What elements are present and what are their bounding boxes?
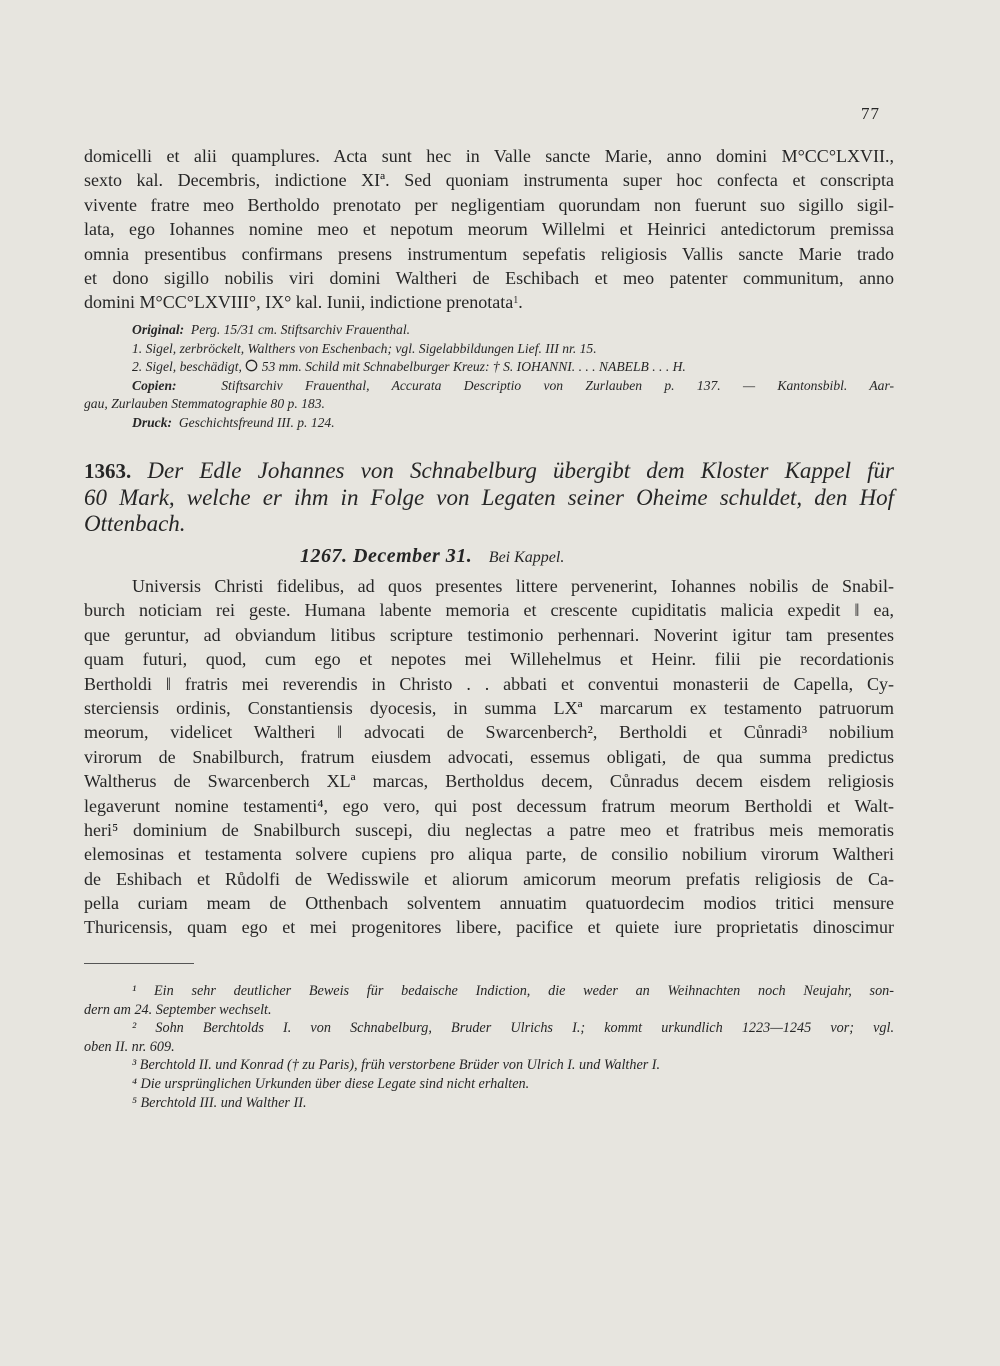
footnote-cont: dern am 24. September wechselt. — [84, 1001, 272, 1018]
seal-note-2: 2. Sigel, beschädigt, 53 mm. Schild mit Schnabelburger Kreuz: † S. IOHANNI. . . . NABELB . . . H. — [132, 359, 686, 375]
copien-note-cont: gau, Zurlauben Stemmatographie 80 p. 183. — [84, 396, 325, 412]
body-line: quam futuri, quod, cum ego et nepotes mei Willehelmus et Heinr. filii pie recordationis — [84, 649, 894, 670]
body-line: meorum, videlicet Waltheri ‖ advocati de Swarcenberch², Bertholdi et Cůnradi³ nobilium — [84, 722, 894, 743]
body-line: Thuricensis, quam ego et mei progenitores libere, pacifice et quiete iure proprietatis dinoscimur — [84, 917, 894, 938]
charter-continuation — [84, 144, 894, 315]
charter-body — [84, 574, 894, 940]
footnotes — [84, 982, 894, 1112]
body-line: virorum de Snabilburch, fratrum eiusdem advocati, essemus obligati, de qua summa predictus — [84, 746, 894, 767]
original-label: Original: — [132, 322, 185, 337]
footnote: ³ Berchtold II. und Konrad († zu Paris), früh verstorbene Brüder von Ulrich I. und Walther I. — [132, 1057, 661, 1074]
body-line: Bertholdi ‖ fratris mei reverendis in Christo . . abbati et conventui monasterii de Capella, Cy- — [84, 673, 894, 694]
footnote-cont: oben II. nr. 609. — [84, 1038, 175, 1055]
text-line: domicelli et alii quamplures. Acta sunt hec in Valle sancte Marie, anno domini M°CC°LXVII., — [84, 146, 894, 166]
charter-number: 1363. — [84, 459, 132, 483]
heading-line: 1363. Der Edle Johannes von Schnabelburg übergibt dem Kloster Kappel für — [84, 458, 894, 483]
original-note: Original: Perg. 15/31 cm. Stiftsarchiv Frauenthal. — [132, 322, 411, 337]
date-text: 1267. December 31. — [300, 545, 473, 567]
body-line: heri⁵ dominium de Snabilburch suscepi, diu neglectas a patre meo et fratribus meis memoratis — [84, 819, 894, 840]
text-line: et dono sigillo nobilis viri domini Waltheri de Eschibach et meo patenter communitum, anno — [84, 267, 894, 288]
body-line: legaverunt nomine testamenti⁴, ego vero, qui post decessum fratrum meorum Bertholdi et Walt- — [84, 795, 894, 816]
footnote-divider — [84, 963, 194, 964]
body-line: sterciensis ordinis, Constantiensis dyocesis, in summa LXª marcarum ex testamento patruorum — [84, 697, 894, 718]
footnote: ¹ Ein sehr deutlicher Beweis für bedaische Indiction, die weder an Weihnachten noch Neujahr, son- — [132, 983, 894, 999]
circle-icon — [245, 359, 258, 372]
body-line: de Eshibach et Růdolfi de Wedisswile et aliorum amicorum meorum prefatis religiosis de Ca- — [84, 868, 894, 889]
body-line: elemosinas et testamenta solvere cupiens pro aliqua parte, de consilio nobilium virorum Waltheri — [84, 844, 894, 865]
copien-label: Copien: — [132, 377, 177, 393]
charter-date — [300, 545, 720, 568]
body-line: Universis Christi fidelibus, ad quos presentes littere pervenerint, Iohannes nobilis de Snabil- — [132, 576, 894, 596]
text-line: vivente fratre meo Bertholdo prenotato per negligentiam quorundam non fuerunt suo sigillo sigil- — [84, 194, 894, 215]
heading-line: Ottenbach. — [84, 511, 186, 536]
footnote: ⁵ Berchtold III. und Walther II. — [132, 1094, 307, 1111]
archival-notes — [84, 321, 894, 433]
charter-heading — [84, 458, 894, 538]
seal-note-1: 1. Sigel, zerbröckelt, Walthers von Eschenbach; vgl. Sigelabbildungen Lief. III nr. 15. — [132, 340, 597, 356]
footnote: ⁴ Die ursprünglichen Urkunden über diese Legate sind nicht erhalten. — [132, 1075, 530, 1092]
body-line: pella curiam meam de Otthenbach solventem annuatim quatuordecim modios tritici mensure — [84, 893, 894, 914]
body-line: Waltherus de Swarcenberch XLª marcas, Bertholdus decem, Cůnradus decem eisdem religiosis — [84, 771, 894, 792]
druck-note: Druck: Geschichtsfreund III. p. 124. — [132, 414, 335, 430]
heading-line: 60 Mark, welche er ihm in Folge von Legaten seiner Oheime schuldet, den Hof — [84, 484, 894, 510]
text-line: domini M°CC°LXVIII°, IX° kal. Iunii, indictione prenotata$^1$. — [84, 292, 523, 313]
footnote-ref: 1 — [513, 295, 519, 307]
page-number: 77 — [861, 104, 880, 123]
text-line: lata, ego Iohannes nomine meo et nepotum meorum Willelmi et Heinrici antedictorum premissa — [84, 219, 894, 240]
copien-note: Copien: Stiftsarchiv Frauenthal, Accurata Descriptio von Zurlauben p. 137. — Kantonsbibl. Aar- — [132, 377, 895, 393]
body-line: que geruntur, ad obviandum litibus scripture testimonio perhennari. Noverint igitur tam presentes — [84, 624, 894, 645]
place-text: Bei Kappel. — [488, 549, 565, 566]
text-line: omnia presentibus confirmans presens instrumentum sepefatis religiosis Vallis sancte Marie trado — [84, 243, 894, 264]
body-line: burch noticiam rei geste. Humana labente memoria et crescente cupiditatis malicia expedit ‖ ea, — [84, 600, 894, 621]
text-line: sexto kal. Decembris, indictione XIª. Sed quoniam instrumenta super hoc confecta et conscripta — [84, 170, 894, 191]
druck-label: Druck: — [132, 414, 173, 430]
footnote: ² Sohn Berchtolds I. von Schnabelburg, Bruder Ulrichs I.; kommt urkundlich 1223—1245 vor; vgl. — [132, 1020, 894, 1037]
